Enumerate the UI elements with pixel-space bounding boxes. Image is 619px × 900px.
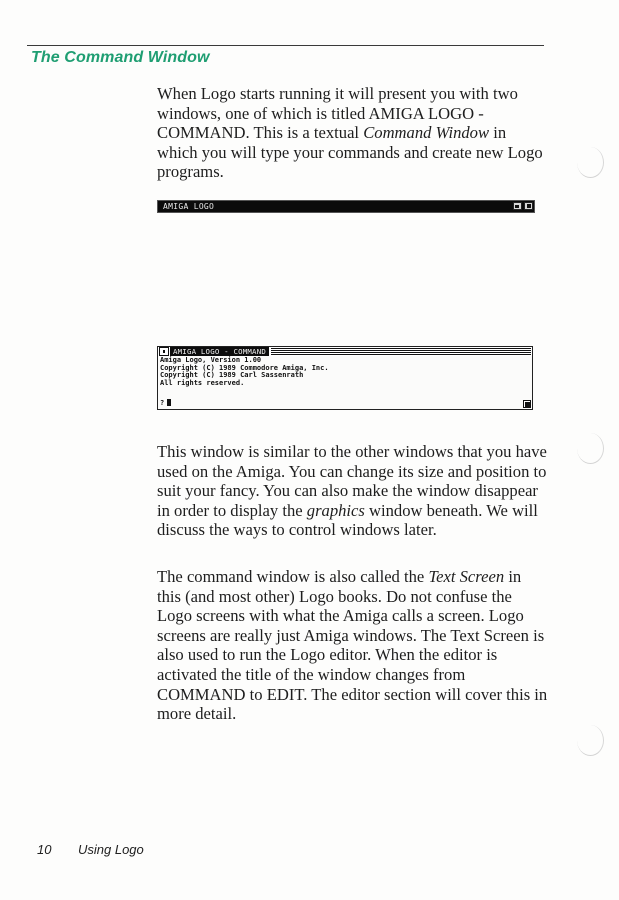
titlebar-stripes (271, 348, 531, 355)
header-rule (27, 45, 544, 46)
binder-hole (577, 433, 604, 464)
cursor (167, 399, 171, 406)
emphasis: Command Window (363, 123, 490, 143)
window-titlebar (158, 347, 532, 356)
prompt: ? (160, 399, 165, 407)
section-title: The Command Window (31, 49, 210, 66)
depth-front-gadget-icon (524, 202, 533, 210)
page-number: 10 (37, 842, 52, 857)
size-gadget-icon (523, 400, 531, 408)
paragraph-window-behavior (157, 442, 549, 540)
close-gadget-icon (159, 347, 169, 356)
command-window-screenshot (157, 346, 533, 410)
screen-title: AMIGA LOGO (163, 202, 215, 211)
depth-back-gadget-icon (513, 202, 522, 210)
text: This window is similar to the other windows that you have used on the Amiga. You can change its size and position to suit your fancy. You can also make the window disappear in order to display the (157, 442, 547, 520)
emphasis: Text Screen (428, 567, 505, 586)
text: window beneath. We will discuss the ways to control windows later. (157, 500, 538, 540)
paragraph-intro (157, 84, 549, 182)
console-output (160, 357, 329, 387)
text: The command window is also called the (157, 567, 429, 586)
console-line: Copyright (C) 1989 Commodore Amiga, Inc. (160, 363, 329, 372)
window-title: AMIGA LOGO - COMMAND (170, 347, 269, 356)
text: in this (and most other) Logo books. Do not confuse the Logo screens with what the Amiga calls a screen. Logo screens are really just Amiga windows. The Text Screen is also used to run the Logo editor. When the editor is activated the title of the window changes from COMMAND to EDIT. The editor section will cover this in more detail. (157, 567, 548, 724)
paragraph-text-screen (157, 567, 549, 724)
emphasis: graphics (306, 500, 365, 520)
amiga-screen-titlebar (157, 200, 535, 213)
text: in which you will type your commands and create new Logo programs. (157, 123, 543, 182)
binder-hole (577, 725, 604, 756)
binder-hole (577, 147, 604, 178)
console-line: Copyright (C) 1989 Carl Sassenrath (160, 371, 304, 380)
prompt-line (160, 399, 171, 407)
running-title: Using Logo (78, 842, 144, 857)
console-line: Amiga Logo, Version 1.00 (160, 356, 262, 364)
text: When Logo starts running it will present you with two windows, one of which is titled AMIGA LOGO - COMMAND. This is a textual (157, 84, 518, 143)
console-line: All rights reserved. (160, 378, 245, 387)
